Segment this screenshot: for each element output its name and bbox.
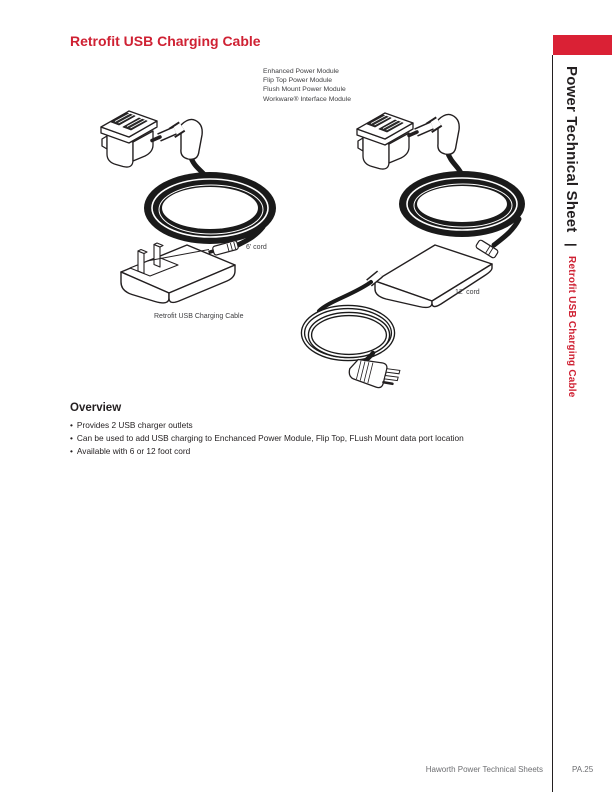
module-label: Enhanced Power Module — [263, 68, 339, 75]
cord-length-label-12ft: 12' cord — [455, 289, 480, 296]
overview-heading: Overview — [70, 402, 122, 414]
left-diagram-illustration — [95, 105, 280, 335]
sidebar-title-primary: Power Technical Sheet — [563, 66, 580, 233]
cable-coil-drawing — [399, 171, 525, 245]
overview-section — [70, 402, 510, 458]
sidebar-rule — [552, 55, 553, 792]
power-cord-coil-drawing — [303, 307, 393, 368]
page-title: Retrofit USB Charging Cable — [70, 33, 261, 49]
usb-module-drawing — [101, 111, 157, 167]
cord-length-label-6ft: 6' cord — [246, 244, 267, 251]
module-label: Workware® Interface Module — [263, 95, 351, 103]
ac-plug-drawing — [347, 356, 401, 392]
module-label: Flush Mount Power Module — [263, 86, 346, 94]
overview-bullet: • Can be used to add USB charging to Enchanced Power Module, Flip Top, FLush Mount data port location — [70, 432, 510, 445]
usb-module-drawing — [357, 113, 413, 169]
overview-bullet: • Provides 2 USB charger outlets — [70, 419, 510, 432]
right-diagram-illustration — [295, 105, 540, 400]
dc-plug-drawing — [409, 114, 459, 154]
module-labels-list — [263, 67, 351, 104]
sidebar-title-separator: | — [564, 242, 579, 247]
overview-bullet-list — [70, 419, 510, 458]
dc-plug-drawing — [152, 119, 202, 159]
sidebar-title-secondary: Retrofit USB Charging Cable — [566, 256, 577, 398]
footer-page-number: PA.25 — [572, 765, 594, 774]
module-label: Flip Top Power Module — [263, 77, 333, 85]
sidebar-vertical-title — [562, 66, 580, 398]
overview-bullet: • Available with 6 or 12 foot cord — [70, 445, 510, 458]
sidebar-red-tab — [553, 35, 612, 55]
footer-document-title: Haworth Power Technical Sheets — [425, 765, 543, 774]
diagram-caption: Retrofit USB Charging Cable — [154, 313, 244, 320]
power-brick-drawing — [375, 245, 492, 307]
cable-coil-drawing — [144, 172, 276, 246]
